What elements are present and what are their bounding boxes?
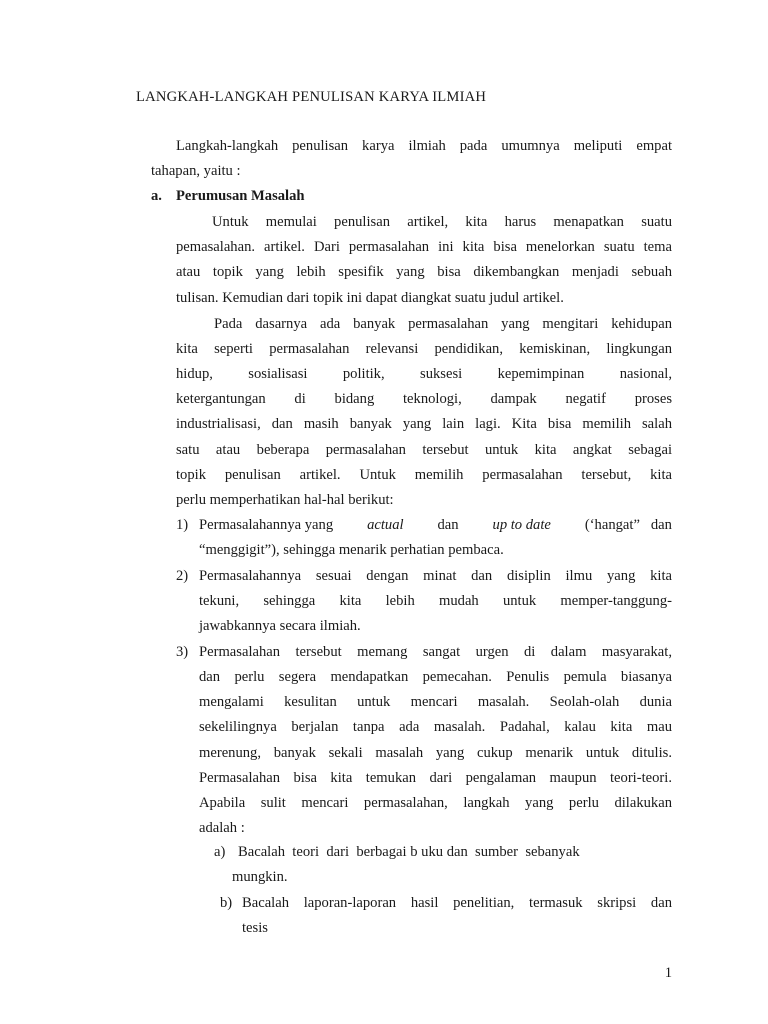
item-1-term-actual: actual — [367, 517, 404, 533]
subitem-b-label: b) — [220, 895, 233, 911]
item-1-text-e: (‘hangat” dan — [584, 517, 672, 533]
intro-line-1: Langkah-langkah penulisan karya ilmiah pada umumnya meliputi empat — [176, 138, 672, 154]
item-3-line-7: Apabila sulit mencari permasalahan, langkah yang perlu dilakukan — [199, 795, 672, 811]
item-1-line-2: “menggigit”), sehingga menarik perhatian pembaca. — [199, 542, 504, 558]
item-3-line-4: sekelilingnya berjalan tanpa ada masalah. Padahal, kalau kita mau — [199, 719, 672, 735]
para2-line-3: hidup, sosialisasi politik, suksesi kepemimpinan nasional, — [176, 366, 672, 382]
subitem-b-line-2: tesis — [242, 920, 268, 936]
para1-line-3: atau topik yang lebih spesifik yang bisa dikembangkan menjadi sebuah — [176, 264, 672, 280]
item-1-label: 1) — [176, 517, 189, 533]
para2-line-5: industrialisasi, dan masih banyak yang lain lagi. Kita bisa memilih salah — [176, 416, 672, 432]
para2-line-7: topik penulisan artikel. Untuk memilih permasalahan tersebut, kita — [176, 467, 672, 483]
item-2-line-2: tekuni, sehingga kita lebih mudah untuk memper-tanggung- — [199, 593, 672, 609]
item-2-line-1: Permasalahannya sesuai dengan minat dan disiplin ilmu yang kita — [199, 568, 672, 584]
subitem-a-line-2: mungkin. — [232, 869, 288, 885]
item-2-line-3: jawabkannya secara ilmiah. — [199, 618, 361, 634]
subitem-a-label: a) — [214, 844, 226, 860]
item-1-term-up-to-date: up to date — [492, 517, 551, 533]
para2-line-8: perlu memperhatikan hal-hal berikut: — [176, 492, 394, 508]
item-3-line-6: Permasalahan bisa kita temukan dari pengalaman maupun teori-teori. — [199, 770, 672, 786]
item-3-line-8: adalah : — [199, 820, 245, 836]
section-a-label: a. — [151, 188, 162, 204]
para2-line-1: Pada dasarnya ada banyak permasalahan yang mengitari kehidupan — [214, 316, 672, 332]
item-1-text-a: Permasalahannya yang — [199, 517, 334, 533]
subitem-a-line-1: Bacalah teori dari berbagai b uku dan sumber sebanyak — [238, 844, 580, 860]
item-3-line-3: mengalami kesulitan untuk mencari masalah. Seolah-olah dunia — [199, 694, 672, 710]
item-3-label: 3) — [176, 644, 189, 660]
subitem-b-line-1: Bacalah laporan-laporan hasil penelitian, termasuk skripsi dan — [242, 895, 672, 911]
intro-line-2: tahapan, yaitu : — [151, 163, 241, 179]
item-3-line-1: Permasalahan tersebut memang sangat urgen di dalam masyarakat, — [199, 644, 672, 660]
section-a-heading: Perumusan Masalah — [176, 188, 305, 204]
item-2-label: 2) — [176, 568, 189, 584]
para2-line-4: ketergantungan di bidang teknologi, dampak negatif proses — [176, 391, 672, 407]
para2-line-6: satu atau beberapa permasalahan tersebut untuk kita angkat sebagai — [176, 442, 672, 458]
para1-line-4: tulisan. Kemudian dari topik ini dapat diangkat suatu judul artikel. — [176, 290, 564, 306]
para1-line-2: pemasalahan. artikel. Dari permasalahan ini kita bisa menelorkan suatu tema — [176, 239, 672, 255]
item-1-text-c: dan — [437, 517, 459, 533]
para2-line-2: kita seperti permasalahan relevansi pendidikan, kemiskinan, lingkungan — [176, 341, 672, 357]
page-number: 1 — [664, 965, 672, 981]
item-3-line-5: merenung, banyak sekali masalah yang cukup menarik untuk ditulis. — [199, 745, 672, 761]
item-1-line-1 — [199, 515, 672, 535]
para1-line-1: Untuk memulai penulisan artikel, kita harus menapatkan suatu — [212, 214, 672, 230]
page-title: LANGKAH-LANGKAH PENULISAN KARYA ILMIAH — [136, 89, 487, 105]
item-3-line-2: dan perlu segera mendapatkan pemecahan. Penulis pemula biasanya — [199, 669, 672, 685]
